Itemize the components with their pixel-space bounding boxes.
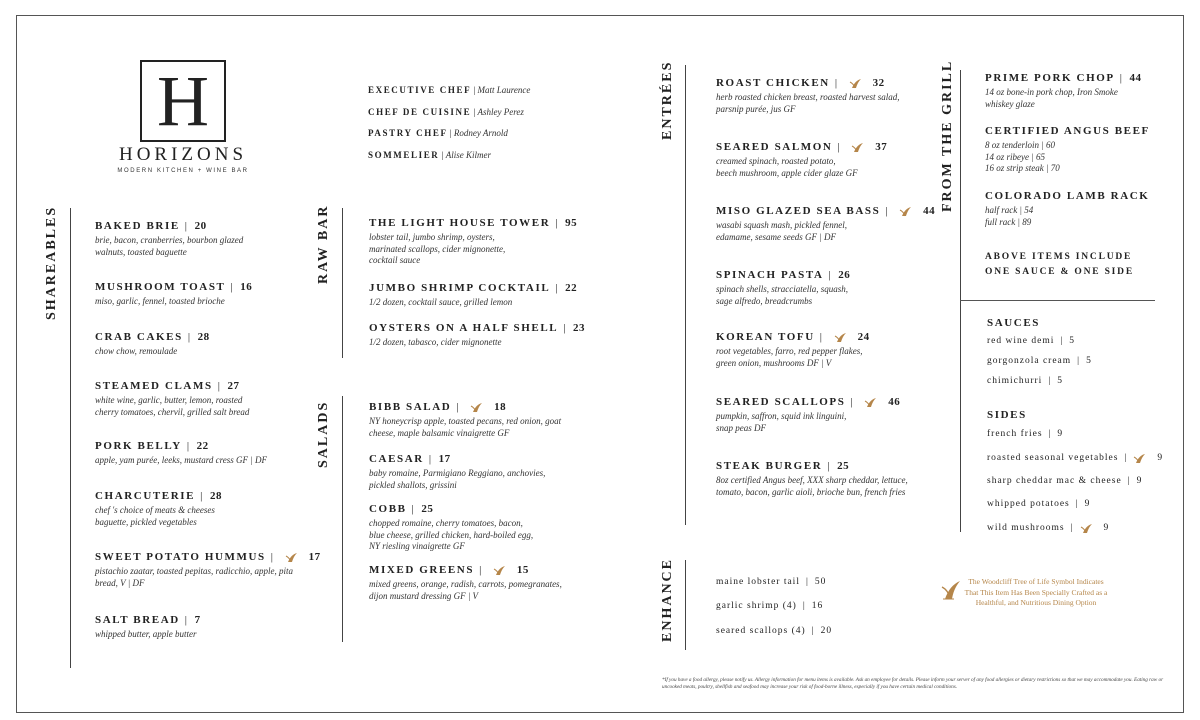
item-name: SEARED SCALLOPS	[716, 396, 846, 408]
item-description: whipped butter, apple butter	[95, 629, 197, 639]
list-item: gorgonzola cream | 5	[987, 356, 1092, 366]
item-name: ROAST CHICKEN	[716, 77, 830, 89]
item-name: MUSHROOM TOAST	[95, 281, 226, 293]
item-description: root vegetables, farro, red pepper flakes, green onion, mushrooms DF | V	[716, 346, 863, 368]
menu-item: CRAB CAKES | 28 chow chow, remoulade	[95, 331, 210, 356]
menu-item: MIXED GREENS | 15 mixed greens, orange, radish, carrots, pomegranates, dijon mustard dressing GF | V	[369, 564, 562, 601]
tree-of-life-icon	[940, 577, 962, 606]
item-description: 8 oz tenderloin | 60 14 oz ribeye | 65 16 oz strip steak | 70	[985, 140, 1060, 173]
item-description: mixed greens, orange, radish, carrots, pomegranates, dijon mustard dressing GF | V	[369, 579, 562, 601]
menu-item: BIBB SALAD | 18 NY honeycrisp apple, toasted pecans, red onion, goat cheese, maple balsamic vinaigrette GF	[369, 401, 562, 438]
item-name: maine lobster tail	[716, 577, 800, 587]
item-description: 8oz certified Angus beef, XXX sharp cheddar, lettuce, tomato, bacon, garlic aioli, brioche bun, french fries	[716, 475, 908, 497]
divider	[685, 560, 686, 650]
menu-item: SWEET POTATO HUMMUS | 17 pistachio zaatar, toasted pepitas, radicchio, apple, pita bread, V | DF	[95, 551, 321, 588]
tree-of-life-icon	[834, 331, 848, 343]
list-item: roasted seasonal vegetables | 9	[987, 453, 1164, 463]
staff-name: Matt Laurence	[477, 85, 531, 95]
item-description: baby romaine, Parmigiano Reggiano, anchovies, pickled shallots, grissini	[369, 468, 546, 490]
item-description: brie, bacon, cranberries, bourbon glazed walnuts, toasted baguette	[95, 235, 244, 257]
logo-mark	[140, 60, 226, 142]
menu-item: ROAST CHICKEN | 32 herb roasted chicken breast, roasted harvest salad, parsnip purée, jus GF	[716, 77, 900, 114]
tree-of-life-icon	[493, 564, 507, 576]
item-name: SEARED SALMON	[716, 141, 833, 153]
item-description: creamed spinach, roasted potato, beech mushroom, apple cider glaze GF	[716, 156, 858, 178]
item-description: chef 's choice of meats & cheeses baguette, pickled vegetables	[95, 505, 215, 527]
list-item: chimichurri | 5	[987, 376, 1063, 386]
staff-row: EXECUTIVE CHEF | Matt Laurence	[368, 85, 531, 95]
menu-item: COBB | 25 chopped romaine, cherry tomatoes, bacon, blue cheese, grilled chicken, hard-boiled egg, NY riesling vinaigrette GF	[369, 503, 534, 551]
item-price: 46	[888, 396, 901, 408]
item-description: pumpkin, saffron, squid ink linguini, snap peas DF	[716, 411, 847, 433]
staff-role: CHEF DE CUISINE	[368, 107, 472, 117]
tree-of-life-icon	[899, 205, 913, 217]
item-price: 9	[1103, 523, 1110, 533]
menu-item: SEARED SCALLOPS | 46 pumpkin, saffron, squid ink linguini, snap peas DF	[716, 396, 901, 433]
list-item: wild mushrooms | 9	[987, 523, 1110, 533]
item-description: chow chow, remoulade	[95, 346, 178, 356]
item-price: 16	[240, 281, 253, 293]
menu-item: PRIME PORK CHOP | 44 14 oz bone-in pork chop, Iron Smoke whiskey glaze	[985, 72, 1142, 109]
menu-item	[985, 125, 1150, 175]
menu-item: MUSHROOM TOAST | 16 miso, garlic, fennel, toasted brioche	[95, 281, 253, 306]
menu-item: MISO GLAZED SEA BASS | 44 wasabi squash mash, pickled fennel, edamame, sesame seeds GF | DF	[716, 205, 936, 242]
item-price: 37	[875, 141, 888, 153]
item-price: 9	[1136, 476, 1143, 486]
logo-letter: H	[157, 61, 209, 141]
item-name: SWEET POTATO HUMMUS	[95, 551, 266, 563]
tree-of-life-icon	[1133, 452, 1147, 464]
divider	[342, 396, 343, 642]
item-name: whipped potatoes	[987, 499, 1070, 509]
item-price: 9	[1157, 453, 1164, 463]
list-item: garlic shrimp (4) | 16	[716, 601, 824, 611]
staff-name: Rodney Arnold	[453, 128, 508, 138]
item-name: SALT BREAD	[95, 614, 180, 626]
staff-name: Alise Kilmer	[445, 150, 491, 160]
item-name: CRAB CAKES	[95, 331, 183, 343]
sides-heading: SIDES	[987, 409, 1027, 421]
item-name: BAKED BRIE	[95, 220, 180, 232]
item-description: apple, yam purée, leeks, mustard cress GF | DF	[95, 455, 268, 465]
item-price: 5	[1057, 376, 1063, 386]
item-name: STEAK BURGER	[716, 460, 823, 472]
item-name: gorgonzola cream	[987, 356, 1072, 366]
item-price: 9	[1057, 429, 1064, 439]
tree-of-life-legend	[940, 577, 1110, 609]
item-name: french fries	[987, 429, 1043, 439]
menu-item	[985, 190, 1149, 228]
item-price: 20	[820, 626, 833, 636]
legend-text: The Woodcliff Tree of Life Symbol Indicates That This Item Has Been Specially Crafted as a Healthful, and Nutritious Dining Option	[964, 577, 1108, 607]
item-price: 25	[421, 503, 434, 515]
staff-row: PASTRY CHEF | Rodney Arnold	[368, 128, 508, 138]
divider	[960, 300, 1155, 301]
menu-item: STEAMED CLAMS | 27 white wine, garlic, butter, lemon, roasted cherry tomatoes, chervil, grilled salt bread	[95, 380, 250, 417]
item-name: PRIME PORK CHOP	[985, 72, 1115, 84]
staff-role: SOMMELIER	[368, 150, 440, 160]
item-description: miso, garlic, fennel, toasted brioche	[95, 296, 225, 306]
restaurant-name: HORIZONS	[118, 144, 248, 165]
section-title-grill: FROM THE GRILL	[940, 59, 955, 212]
restaurant-tagline: MODERN KITCHEN + WINE BAR	[117, 168, 249, 174]
item-price: 16	[811, 601, 824, 611]
item-price: 17	[308, 551, 321, 563]
item-price: 44	[923, 205, 936, 217]
item-name: CHARCUTERIE	[95, 490, 196, 502]
menu-item: BAKED BRIE | 20 brie, bacon, cranberries, bourbon glazed walnuts, toasted baguette	[95, 220, 244, 257]
item-price: 32	[872, 77, 885, 89]
item-name: roasted seasonal vegetables	[987, 453, 1119, 463]
item-price: 22	[196, 440, 209, 452]
menu-item: KOREAN TOFU | 24 root vegetables, farro, red pepper flakes, green onion, mushrooms DF | V	[716, 331, 870, 368]
menu-item: SALT BREAD | 7 whipped butter, apple butter	[95, 614, 201, 639]
item-description: pistachio zaatar, toasted pepitas, radicchio, apple, pita bread, V | DF	[95, 566, 293, 588]
section-title-enhance: ENHANCE	[660, 557, 675, 642]
item-description: 14 oz bone-in pork chop, Iron Smoke whiskey glaze	[985, 87, 1118, 109]
section-title-shareables: SHAREABLES	[44, 205, 59, 320]
item-price: 27	[227, 380, 240, 392]
tree-of-life-icon	[285, 551, 299, 563]
menu-item: SPINACH PASTA | 26 spinach shells, stracciatella, squash, sage alfredo, breadcrumbs	[716, 269, 851, 306]
item-name: BIBB SALAD	[369, 401, 452, 413]
divider	[342, 208, 343, 358]
staff-name: Ashley Perez	[477, 107, 524, 117]
item-price: 24	[857, 331, 870, 343]
item-name: PORK BELLY	[95, 440, 182, 452]
item-name: red wine demi	[987, 336, 1055, 346]
sauces-heading: SAUCES	[987, 317, 1041, 329]
item-description: white wine, garlic, butter, lemon, roasted cherry tomatoes, chervil, grilled salt bread	[95, 395, 250, 417]
item-price: 28	[209, 490, 222, 502]
list-item: whipped potatoes | 9	[987, 499, 1091, 509]
item-name: OYSTERS ON A HALF SHELL	[369, 322, 559, 334]
item-description: half rack | 54 full rack | 89	[985, 205, 1034, 227]
tree-of-life-icon	[851, 141, 865, 153]
item-name: MISO GLAZED SEA BASS	[716, 205, 881, 217]
item-name: MIXED GREENS	[369, 564, 475, 576]
item-description: spinach shells, stracciatella, squash, sage alfredo, breadcrumbs	[716, 284, 848, 306]
tree-of-life-icon	[1080, 522, 1094, 534]
item-price: 20	[194, 220, 207, 232]
staff-role: PASTRY CHEF	[368, 128, 448, 138]
item-description: herb roasted chicken breast, roasted harvest salad, parsnip purée, jus GF	[716, 92, 900, 114]
tree-of-life-icon	[470, 401, 484, 413]
item-name: CAESAR	[369, 453, 424, 465]
section-title-entrees: ENTRÉES	[660, 60, 675, 140]
menu-item: JUMBO SHRIMP COCKTAIL | 22 1/2 dozen, cocktail sauce, grilled lemon	[369, 282, 578, 307]
menu-item: STEAK BURGER | 25 8oz certified Angus beef, XXX sharp cheddar, lettuce, tomato, bacon, garlic aioli, brioche bun, french fries	[716, 460, 908, 497]
section-title-raw-bar: RAW BAR	[316, 204, 331, 284]
item-price: 22	[565, 282, 578, 294]
list-item: maine lobster tail | 50	[716, 577, 827, 587]
item-description: lobster tail, jumbo shrimp, oysters, marinated scallops, cider mignonette, cocktail sauce	[369, 232, 506, 265]
item-price: 23	[573, 322, 586, 334]
staff-row: SOMMELIER | Alise Kilmer	[368, 150, 491, 160]
item-name: JUMBO SHRIMP COCKTAIL	[369, 282, 551, 294]
item-description: wasabi squash mash, pickled fennel, edamame, sesame seeds GF | DF	[716, 220, 847, 242]
item-price: 15	[516, 564, 529, 576]
item-name: seared scallops (4)	[716, 626, 806, 636]
item-price: 50	[814, 577, 827, 587]
grill-note: ABOVE ITEMS INCLUDE ONE SAUCE & ONE SIDE	[985, 252, 1134, 277]
menu-item: OYSTERS ON A HALF SHELL | 23 1/2 dozen, tabasco, cider mignonette	[369, 322, 586, 347]
item-price: 25	[837, 460, 850, 472]
allergy-footnote: *If you have a food allergy, please notify us. Allergy information for menu items is available. Ask an employee for details. Please inform your server of any food allergies or dietary restrictions so that we may accommodate you. Eating raw or uncooked meats, poultry, shellfish and seafood may increase your risk of food-borne illness, especially if you have certain medical conditions.	[662, 677, 1164, 690]
menu-item: THE LIGHT HOUSE TOWER | 95 lobster tail, jumbo shrimp, oysters, marinated scallops, cider mignonette, cocktail sauce	[369, 217, 578, 265]
item-price: 5	[1069, 336, 1075, 346]
item-price: 9	[1084, 499, 1091, 509]
item-price: 7	[194, 614, 201, 626]
item-description: chopped romaine, cherry tomatoes, bacon, blue cheese, grilled chicken, hard-boiled egg, NY riesling vinaigrette GF	[369, 518, 534, 551]
list-item: sharp cheddar mac & cheese | 9	[987, 476, 1143, 486]
item-price: 26	[838, 269, 851, 281]
divider	[685, 65, 686, 525]
list-item: french fries | 9	[987, 429, 1064, 439]
section-title-salads: SALADS	[316, 400, 331, 468]
item-price: 18	[494, 401, 507, 413]
item-price: 95	[565, 217, 578, 229]
item-name: THE LIGHT HOUSE TOWER	[369, 217, 551, 229]
menu-item: CAESAR | 17 baby romaine, Parmigiano Reggiano, anchovies, pickled shallots, grissini	[369, 453, 546, 490]
staff-row: CHEF DE CUISINE | Ashley Perez	[368, 107, 524, 117]
item-name: COBB	[369, 503, 407, 515]
tree-of-life-icon	[849, 77, 863, 89]
item-name: SPINACH PASTA	[716, 269, 824, 281]
list-item: seared scallops (4) | 20	[716, 626, 833, 636]
item-description: NY honeycrisp apple, toasted pecans, red onion, goat cheese, maple balsamic vinaigrette GF	[369, 416, 562, 438]
divider	[960, 70, 961, 532]
item-name: CERTIFIED ANGUS BEEF	[985, 125, 1150, 137]
item-name: chimichurri	[987, 376, 1043, 386]
item-name: wild mushrooms	[987, 523, 1065, 533]
item-name: STEAMED CLAMS	[95, 380, 213, 392]
item-price: 28	[197, 331, 210, 343]
menu-item: PORK BELLY | 22 apple, yam purée, leeks, mustard cress GF | DF	[95, 440, 268, 465]
list-item: red wine demi | 5	[987, 336, 1075, 346]
divider	[70, 208, 71, 668]
item-name: sharp cheddar mac & cheese	[987, 476, 1122, 486]
menu-item: CHARCUTERIE | 28 chef 's choice of meats & cheeses baguette, pickled vegetables	[95, 490, 222, 527]
tree-of-life-icon	[864, 396, 878, 408]
item-name: garlic shrimp (4)	[716, 601, 797, 611]
item-description: 1/2 dozen, tabasco, cider mignonette	[369, 337, 502, 347]
item-price: 17	[438, 453, 451, 465]
item-price: 44	[1129, 72, 1142, 84]
item-name: KOREAN TOFU	[716, 331, 815, 343]
item-description: 1/2 dozen, cocktail sauce, grilled lemon	[369, 297, 513, 307]
menu-item: SEARED SALMON | 37 creamed spinach, roasted potato, beech mushroom, apple cider glaze GF	[716, 141, 888, 178]
staff-role: EXECUTIVE CHEF	[368, 85, 472, 95]
item-price: 5	[1086, 356, 1092, 366]
item-name: COLORADO LAMB RACK	[985, 190, 1150, 202]
